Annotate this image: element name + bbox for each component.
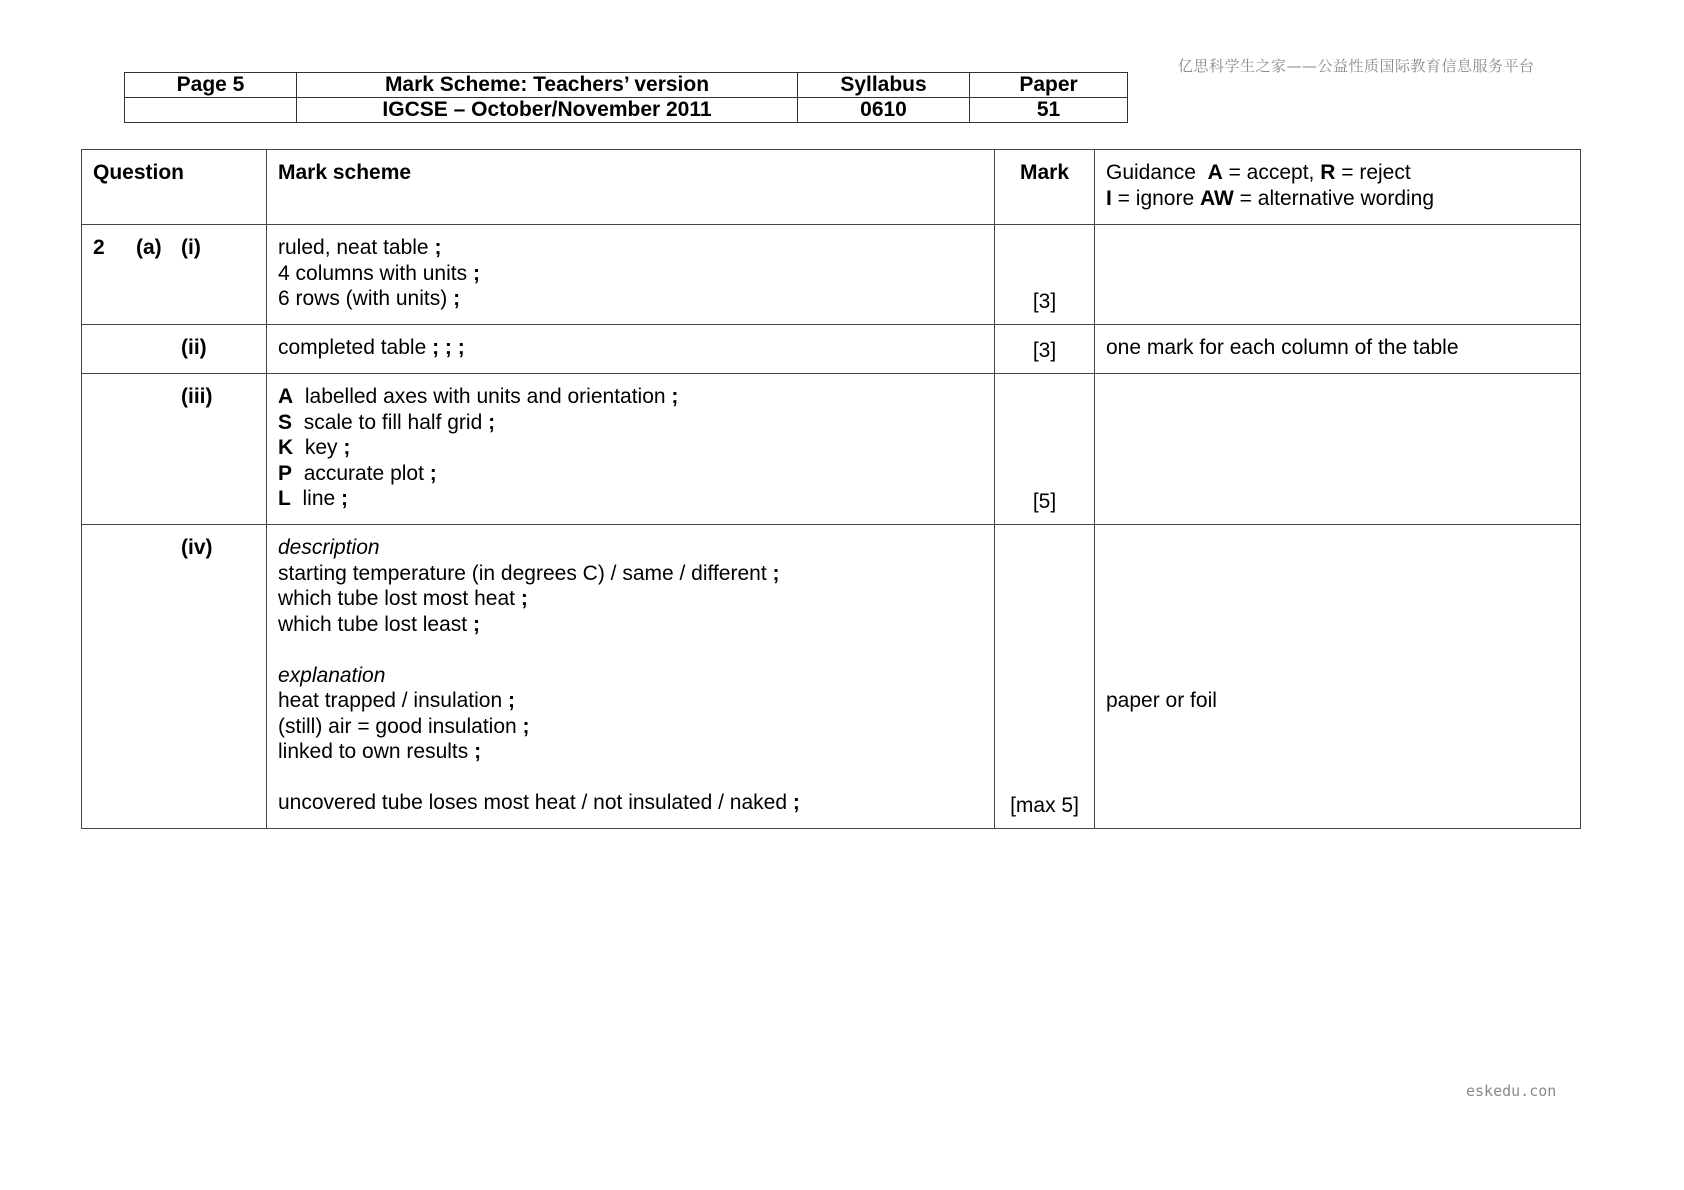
- mark-header: Mark: [1019, 161, 1070, 184]
- description-heading: description: [278, 536, 380, 559]
- scheme-line: 4 columns with units ;: [278, 261, 480, 285]
- guidance-text: one mark for each column of the table: [1106, 336, 1459, 359]
- explanation-heading: explanation: [278, 663, 386, 687]
- mark-value: [5]: [1032, 489, 1057, 513]
- guidance-accept-key: A: [1207, 161, 1223, 184]
- scheme-line: which tube lost least ;: [278, 612, 480, 636]
- guidance-accept-text: = accept,: [1222, 161, 1321, 184]
- mark-value: [3]: [1032, 338, 1057, 362]
- mark-scheme-header: Mark scheme: [278, 161, 412, 184]
- question-subpart: (i): [181, 236, 201, 259]
- mark-cell-2a-iii: [995, 374, 1095, 525]
- table-row: [82, 525, 1581, 829]
- guidance-cell-2a-iii: [1095, 374, 1581, 525]
- guidance-cell-2a-ii: [1095, 325, 1581, 374]
- scheme-line: completed table ; ; ;: [278, 336, 465, 359]
- watermark-footer-text: eskedu.con: [1466, 1082, 1557, 1100]
- paper-number: 51: [970, 98, 1128, 123]
- watermark-header-text: 亿思科学生之家——公益性质国际教育信息服务平台: [1178, 57, 1535, 75]
- scheme-item: A labelled axes with units and orientation ;: [278, 385, 679, 408]
- question-number: 2: [93, 236, 105, 259]
- scheme-item: L line ;: [278, 487, 349, 510]
- header-row-1: [125, 73, 1128, 98]
- table-header-row: [82, 150, 1581, 225]
- scheme-item: K key ;: [278, 436, 351, 459]
- syllabus-code: 0610: [798, 98, 970, 123]
- scheme-line: starting temperature (in degrees C) / same / different ;: [278, 561, 780, 585]
- scheme-line: ruled, neat table ;: [278, 236, 442, 259]
- guidance-header: [1095, 150, 1580, 221]
- mark-cell-2a-iv: [995, 525, 1095, 829]
- question-cell-2a-iii: [82, 374, 267, 525]
- mark-cell-2a-i: [995, 225, 1095, 325]
- guidance-label: Guidance: [1106, 161, 1196, 184]
- table-row: [82, 374, 1581, 525]
- scheme-line: which tube lost most heat ;: [278, 587, 528, 610]
- scheme-line: 6 rows (with units) ;: [278, 287, 461, 310]
- guidance-reject-text: = reject: [1335, 161, 1411, 184]
- mark-cell-2a-ii: [995, 325, 1095, 374]
- mark-value: [3]: [1032, 289, 1057, 313]
- mark-scheme-title: Mark Scheme: Teachers’ version: [297, 73, 798, 98]
- header-empty-cell: [125, 98, 297, 123]
- header-row-2: [125, 98, 1128, 123]
- scheme-cell-2a-i: [267, 225, 995, 325]
- scheme-line: linked to own results ;: [278, 740, 482, 763]
- paper-label: Paper: [970, 73, 1128, 98]
- guidance-aw-text: = alternative wording: [1233, 186, 1435, 210]
- guidance-ignore-text: = ignore: [1111, 186, 1200, 210]
- question-header: Question: [93, 161, 185, 184]
- mark-header-cell: [995, 150, 1095, 225]
- scheme-line: (still) air = good insulation ;: [278, 714, 530, 738]
- paper-header-table: [124, 72, 1128, 123]
- question-subpart: (ii): [181, 336, 207, 359]
- guidance-text: [1095, 225, 1580, 245]
- mark-value: [max 5]: [1010, 793, 1079, 817]
- scheme-cell-2a-iii: [267, 374, 995, 525]
- scheme-item: P accurate plot ;: [278, 461, 437, 485]
- scheme-cell-2a-ii: [267, 325, 995, 374]
- question-number-2a-i: [93, 235, 255, 261]
- guidance-aw-key: AW: [1200, 186, 1234, 210]
- scheme-line: uncovered tube loses most heat / not insulated / naked ;: [278, 791, 800, 814]
- question-cell-2a-ii: [82, 325, 267, 374]
- scheme-header-cell: [267, 150, 995, 225]
- guidance-text: [1095, 374, 1580, 394]
- syllabus-label: Syllabus: [798, 73, 970, 98]
- question-header-cell: [82, 150, 267, 225]
- guidance-header-cell: [1095, 150, 1581, 225]
- table-row: [82, 325, 1581, 374]
- question-subpart: (iii): [181, 385, 213, 408]
- scheme-item: S scale to fill half grid ;: [278, 410, 496, 434]
- guidance-reject-key: R: [1320, 161, 1336, 184]
- page-label: Page 5: [125, 73, 297, 98]
- guidance-cell-2a-iv: [1095, 525, 1581, 829]
- mark-scheme-table: [81, 149, 1581, 829]
- exam-session: IGCSE – October/November 2011: [297, 98, 798, 123]
- question-part: (a): [136, 236, 162, 259]
- question-subpart: (iv): [181, 536, 213, 559]
- scheme-line: heat trapped / insulation ;: [278, 689, 516, 712]
- guidance-cell-2a-i: [1095, 225, 1581, 325]
- question-cell-2a-iv: [82, 525, 267, 829]
- table-row: [82, 225, 1581, 325]
- question-cell-2a-i: [82, 225, 267, 325]
- scheme-cell-2a-iv: [267, 525, 995, 829]
- guidance-text: paper or foil: [1106, 689, 1217, 712]
- guidance-ignore-key: I: [1106, 186, 1112, 210]
